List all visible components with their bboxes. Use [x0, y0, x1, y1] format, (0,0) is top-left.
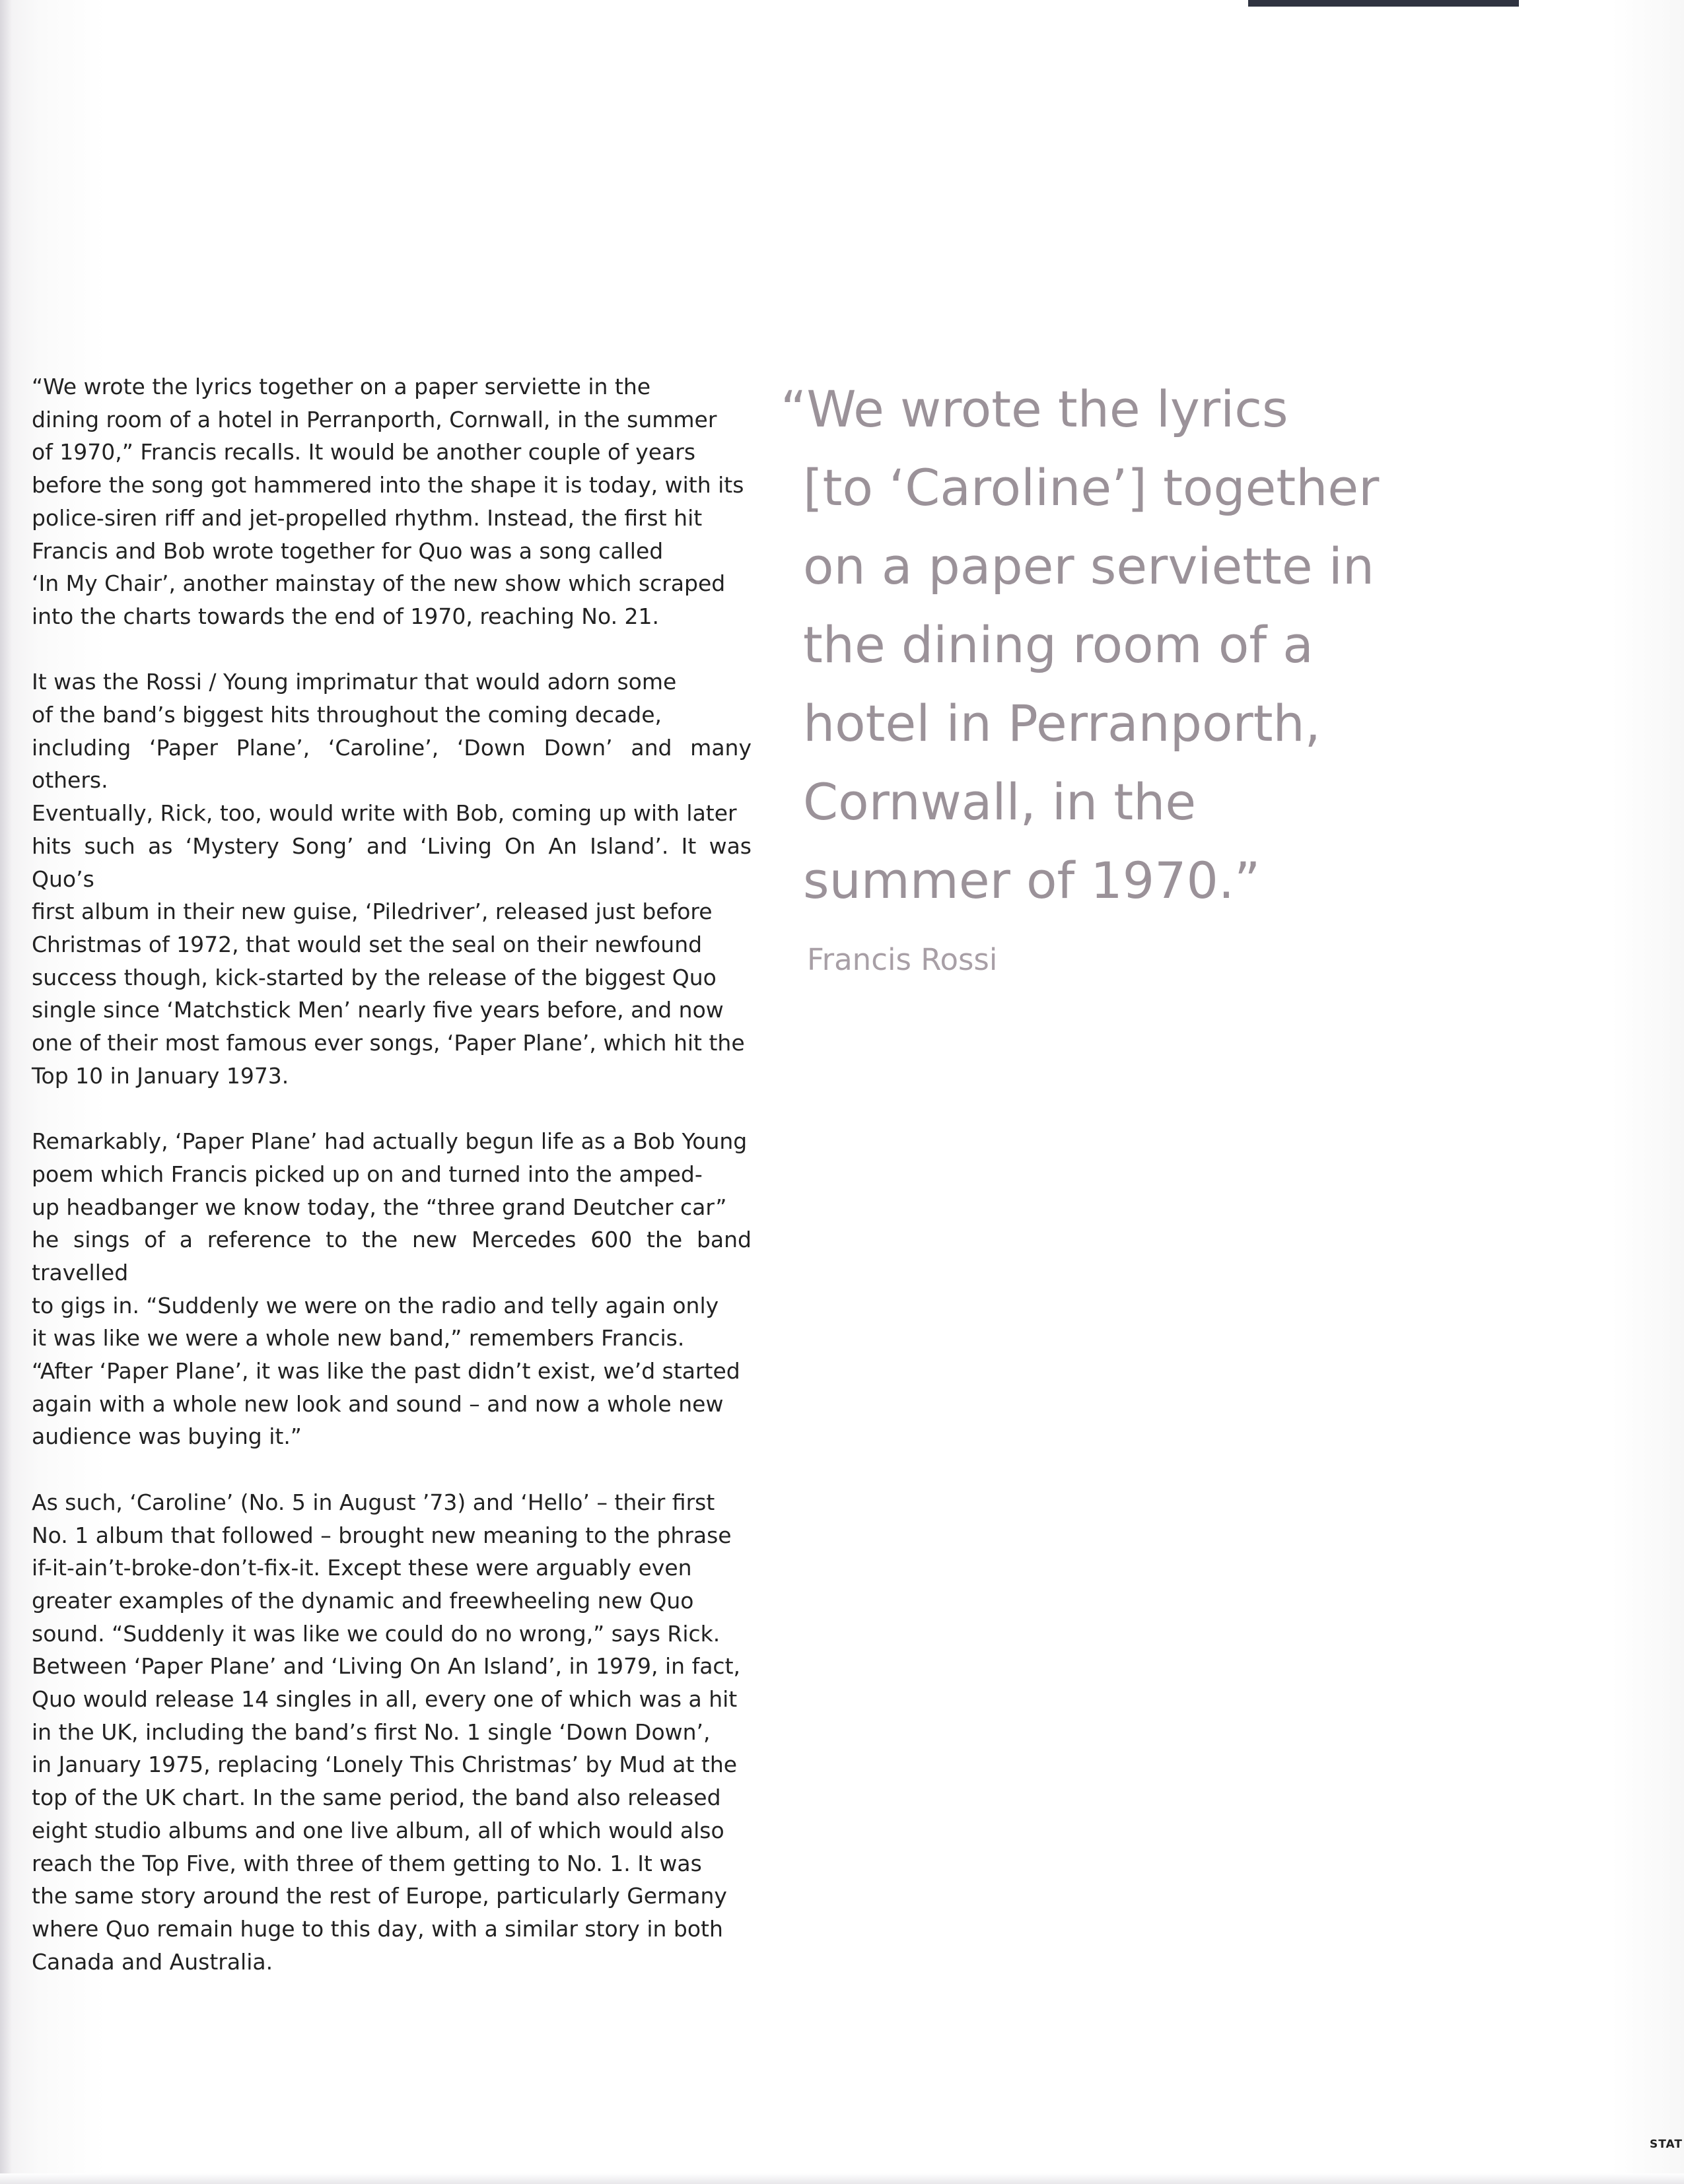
pull-quote: “We wrote the lyrics [to ‘Caroline’] together on a paper serviette in the dining room of a hotel in Perranporth, Cornwall, in the summer of 1970.”: [781, 380, 1380, 910]
running-footer-tag: STAT: [1650, 2138, 1683, 2151]
pull-quote-attribution: Francis Rossi: [807, 942, 998, 977]
article-body: [32, 370, 752, 1978]
article-paragraph-3: Remarkably, ‘Paper Plane’ had actually begun life as a Bob Young poem which Francis picked up on and turned into the amped- up headbanger we know today, the “three grand Deutcher car” he sings of a reference to the new Mercedes 600 the band travelled to gigs in. “Suddenly we were on the radio and telly again only it was like we were a whole new band,” remembers Francis. “After ‘Paper Plane’, it was like the past didn’t exist, we’d started again with a whole new look and sound – and now a whole new audience was buying it.”: [32, 1128, 752, 1450]
bottom-edge-shadow: [0, 2173, 1684, 2184]
article-paragraph-4: As such, ‘Caroline’ (No. 5 in August ’73) and ‘Hello’ – their first No. 1 album that followed – brought new meaning to the phrase if-it-ain’t-broke-don’t-fix-it. Except these were arguably even greater examples of the dynamic and freewheeling new Quo sound. “Suddenly it was like we could do no wrong,” says Rick. Between ‘Paper Plane’ and ‘Living On An Island’, in 1979, in fact, Quo would release 14 singles in all, every one of which was a hit in the UK, including the band’s first No. 1 single ‘Down Down’, in January 1975, replacing ‘Lonely This Christmas’ by Mud at the top of the UK chart. In the same period, the band also released eight studio albums and one live album, all of which would also reach the Top Five, with three of them getting to No. 1. It was the same story around the rest of Europe, particularly Germany where Quo remain huge to this day, with a similar story in both Canada and Australia.: [32, 1489, 740, 1975]
article-paragraph-2: It was the Rossi / Young imprimatur that would adorn some of the band’s biggest hits throughout the coming decade, including ‘Paper Plane’, ‘Caroline’, ‘Down Down’ and many others. Eventually, Rick, too, would write with Bob, coming up with later hits such as ‘Mystery Song’ and ‘Living On An Island’. It was Quo’s first album in their new guise, ‘Piledriver’, released just before Christmas of 1972, that would set the seal on their newfound success though, kick-started by the release of the biggest Quo single since ‘Matchstick Men’ nearly five years before, and now one of their most famous ever songs, ‘Paper Plane’, which hit the Top 10 in January 1973.: [32, 669, 752, 1089]
top-edge-band: [1248, 0, 1519, 7]
binding-shadow: [0, 0, 12, 2184]
article-paragraph-1: “We wrote the lyrics together on a paper serviette in the dining room of a hotel in Perranporth, Cornwall, in the summer of 1970,” Francis recalls. It would be another couple of years before the song got hammered into the shape it is today, with its police-siren riff and jet-propelled rhythm. Instead, the first hit Francis and Bob wrote together for Quo was a song called ‘In My Chair’, another mainstay of the new show which scraped into the charts towards the end of 1970, reaching No. 21.: [32, 374, 744, 629]
